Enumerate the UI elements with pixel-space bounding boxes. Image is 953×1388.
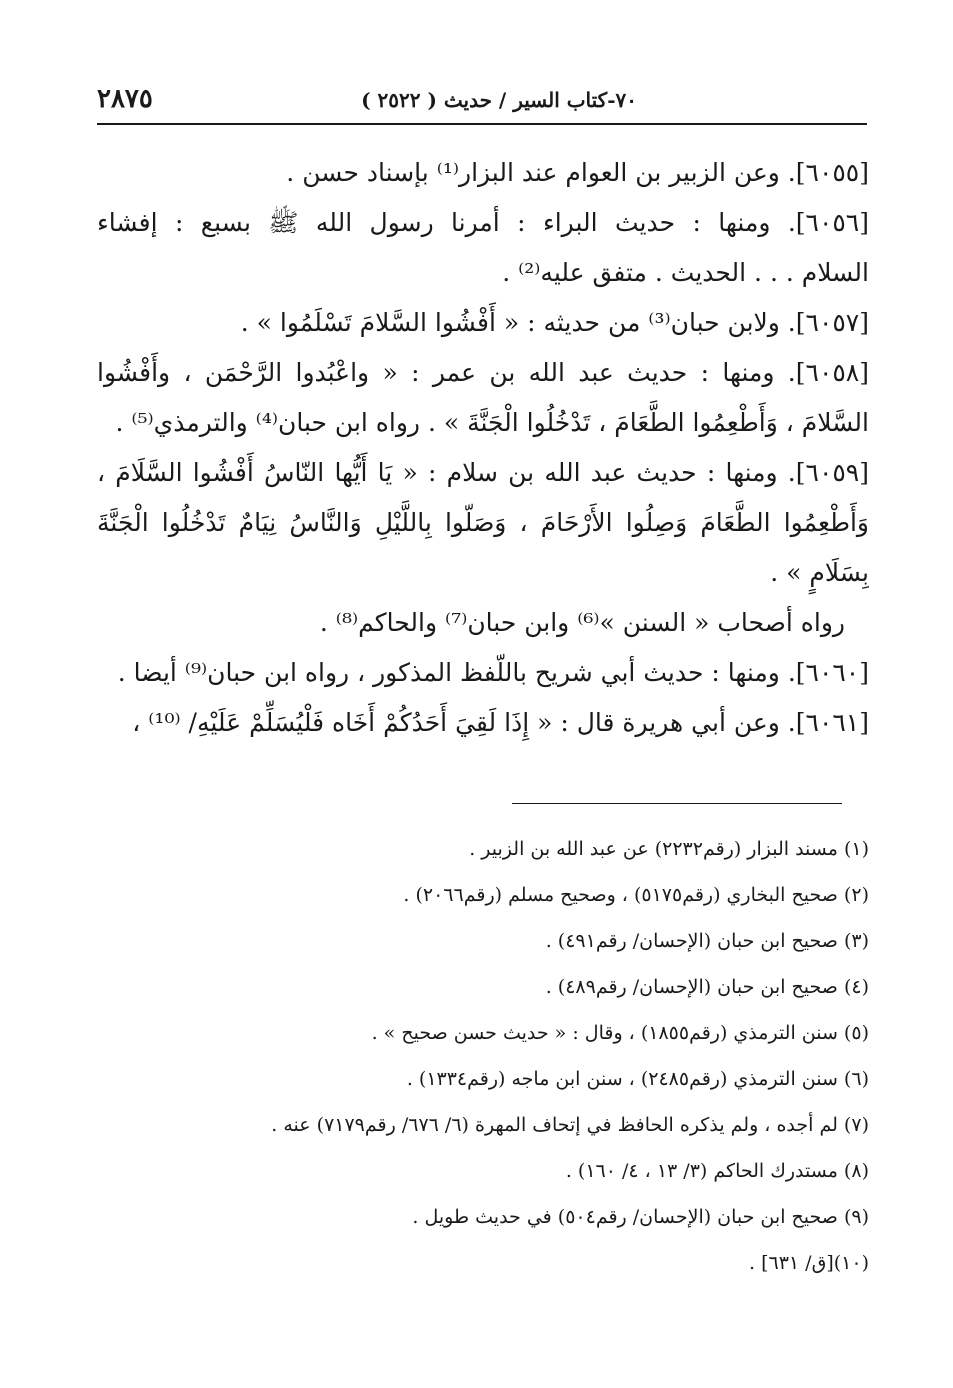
footnote-1: (١) مسند البزار (رقم٢٢٣٢) عن عبد الله بن الزبير . bbox=[469, 838, 869, 860]
footnote-9: (٩) صحيح ابن حبان (الإحسان/ رقم٥٠٤) في حديث طويل . bbox=[412, 1206, 869, 1228]
hadith-6059: [٦٠٥٩]. ومنها : حديث عبد الله بن سلام : « يَا أَيُّها النّاسُ أَفْشُوا السَّلَامَ ، bbox=[97, 458, 869, 487]
hadith-6058-cont: السَّلامَ ، وَأَطْعِمُوا الطَّعَامَ ، تَدْخُلُوا الْجَنَّةَ » . رواه ابن حبان⁽⁴⁾ والترمذي⁽⁵⁾ . bbox=[115, 408, 869, 437]
hadith-6059-sources: رواه أصحاب « السنن »⁽⁶⁾ وابن حبان⁽⁷⁾ والحاكم⁽⁸⁾ . bbox=[319, 608, 845, 637]
hadith-6056-cont: السلام . . . الحديث . متفق عليه⁽²⁾ . bbox=[502, 258, 869, 287]
header-rule bbox=[97, 123, 867, 125]
hadith-6057: [٦٠٥٧]. ولابن حبان⁽³⁾ من حديثه : « أَفْشُوا السَّلامَ تَسْلَمُوا » . bbox=[240, 308, 869, 337]
hadith-6059-cont: وَأَطْعِمُوا الطَّعَامَ وَصِلُوا الأَرْحَامَ ، وَصَلّوا بِاللَّيْلِ وَالنَّاسُ نِيَامٌ تَدْخُلُوا الْجَنَّةَ bbox=[97, 508, 869, 537]
footnote-8: (٨) مستدرك الحاكم (٣/ ١٣ ، ٤/ ١٦٠) . bbox=[565, 1160, 869, 1182]
main-text bbox=[97, 148, 869, 748]
hadith-6059-end: بِسَلَامٍ » . bbox=[770, 558, 869, 587]
hadith-6055: [٦٠٥٥]. وعن الزبير بن العوام عند البزار⁽¹⁾ بإسناد حسن . bbox=[286, 158, 869, 187]
hadith-6056: [٦٠٥٦]. ومنها : حديث البراء : أمرنا رسول الله ﷺ بسبع : إفشاء bbox=[97, 208, 869, 237]
page-number: ٢٨٧٥ bbox=[97, 84, 153, 114]
footnote-5: (٥) سنن الترمذي (رقم١٨٥٥) ، وقال : « حديث حسن صحيح » . bbox=[371, 1022, 869, 1044]
footnote-2: (٢) صحيح البخاري (رقم٥١٧٥) ، وصحيح مسلم (رقم٢٠٦٦) . bbox=[403, 884, 869, 906]
footnote-separator bbox=[512, 803, 842, 804]
footnote-4: (٤) صحيح ابن حبان (الإحسان/ رقم٤٨٩) . bbox=[545, 976, 869, 998]
footnote-10: (١٠)[ق/ ٦٣١] . bbox=[749, 1252, 869, 1274]
running-header bbox=[97, 84, 867, 120]
hadith-6058: [٦٠٥٨]. ومنها : حديث عبد الله بن عمر : « واعْبُدوا الرَّحْمَن ، وأَفْشُوا bbox=[97, 358, 869, 387]
hadith-6061: [٦٠٦١]. وعن أبي هريرة قال : « إِذَا لَقِيَ أَحَدُكُمْ أَخَاه فَلْيُسَلِّمْ عَلَيْهِ/ ⁽¹⁰⁾ ، bbox=[132, 708, 869, 737]
hadith-6060: [٦٠٦٠]. ومنها : حديث أبي شريح باللّفظ المذكور ، رواه ابن حبان⁽⁹⁾ أيضا . bbox=[117, 658, 869, 687]
running-header-title: ٧٠-كتاب السير / حديث ( ٢٥٢٢ ) bbox=[361, 88, 637, 112]
footnote-3: (٣) صحيح ابن حبان (الإحسان/ رقم٤٩١) . bbox=[545, 930, 869, 952]
footnotes bbox=[97, 826, 869, 1286]
footnote-6: (٦) سنن الترمذي (رقم٢٤٨٥) ، سنن ابن ماجه (رقم١٣٣٤) . bbox=[406, 1068, 869, 1090]
footnote-7: (٧) لم أجده ، ولم يذكره الحافظ في إتحاف المهرة (٦/ ٦٧٦/ رقم٧١٧٩) عنه . bbox=[271, 1114, 869, 1136]
